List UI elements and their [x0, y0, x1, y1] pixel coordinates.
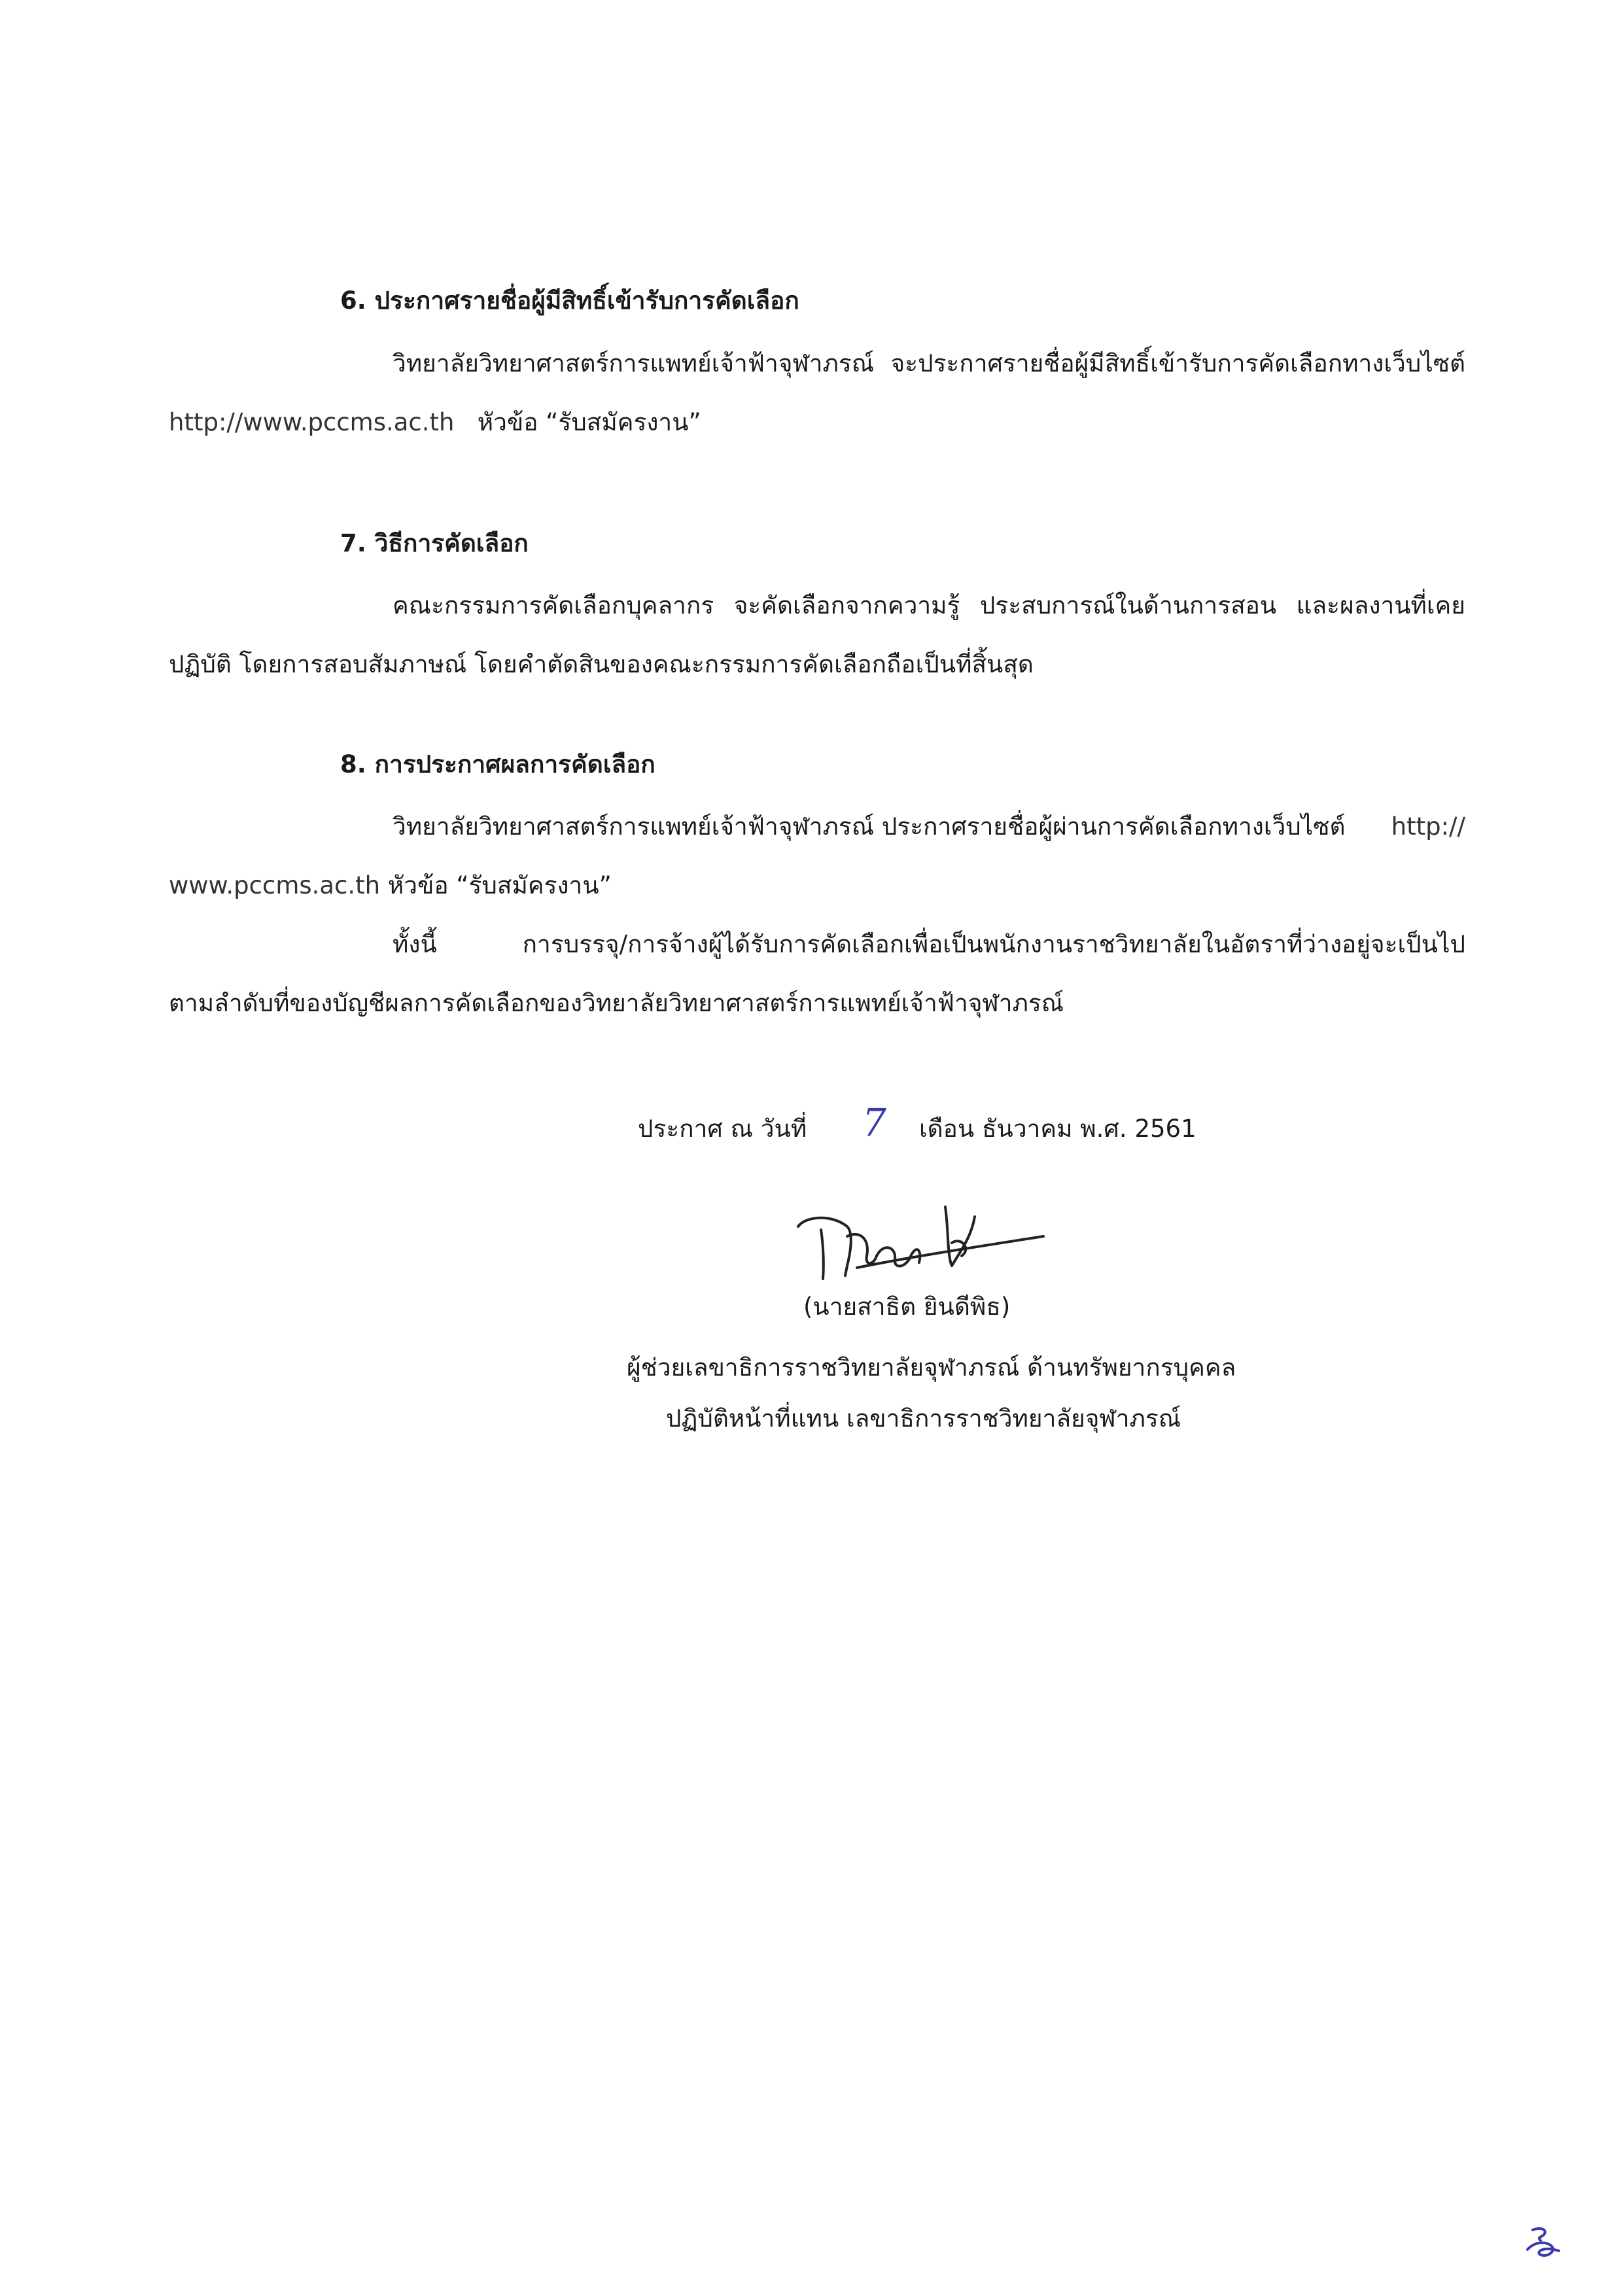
signatory-position-line-1: ผู้ช่วยเลขาธิการราชวิทยาลัยจุฬาภรณ์ ด้านทรัพยากรบุคคล: [627, 1353, 1236, 1382]
section-8-url-end: www.pccms.ac.th: [169, 871, 381, 899]
signatory-name: (นายสาธิต ยินดีพิธ): [803, 1293, 1011, 1321]
signatory-position-line-2: ปฏิบัติหน้าที่แทน เลขาธิการราชวิทยาลัยจุฬาภรณ์: [666, 1404, 1181, 1433]
section-7-paragraph-line-2: ปฏิบัติ โดยการสอบสัมภาษณ์ โดยคำตัดสินของคณะกรรมการคัดเลือกถือเป็นที่สิ้นสุด: [169, 650, 1034, 678]
section-6-paragraph-line-1: วิทยาลัยวิทยาศาสตร์การแพทย์เจ้าฟ้าจุฬาภรณ์ จะประกาศรายชื่อผู้มีสิทธิ์เข้ารับการคัดเลือกทางเว็บไซต์: [393, 349, 1465, 377]
signature-icon: [785, 1191, 1060, 1289]
section-8-note-line-2: ตามลำดับที่ของบัญชีผลการคัดเลือกของวิทยาลัยวิทยาศาสตร์การแพทย์เจ้าฟ้าจุฬาภรณ์: [169, 989, 1064, 1017]
section-6-paragraph-line-2: [169, 406, 701, 440]
announcement-date-suffix: เดือน ธันวาคม พ.ศ. 2561: [919, 1115, 1196, 1143]
announcement-day-handwritten: 7: [862, 1100, 886, 1145]
section-7-paragraph-line-1: คณะกรรมการคัดเลือกบุคลากร จะคัดเลือกจากความรู้ ประสบการณ์ในด้านการสอน และผลงานที่เคย: [393, 591, 1465, 619]
section-8-paragraph-line-1: [393, 810, 1465, 844]
corner-initial-icon: [1521, 2221, 1567, 2267]
announcement-date-prefix: ประกาศ ณ วันที่: [638, 1115, 807, 1143]
section-8-note-line-1: ทั้งนี้ การบรรจุ/การจ้างผู้ได้รับการคัดเลือกเพื่อเป็นพนักงานราชวิทยาลัยในอัตราที่ว่างอยู่จะเป็นไป: [393, 930, 1465, 958]
section-8-heading: 8. การประกาศผลการคัดเลือก: [340, 750, 655, 778]
section-6-url: http://www.pccms.ac.th: [169, 408, 455, 436]
section-8-url-start: http://: [1391, 812, 1465, 841]
section-8-paragraph-text: วิทยาลัยวิทยาศาสตร์การแพทย์เจ้าฟ้าจุฬาภรณ์ ประกาศรายชื่อผู้ผ่านการคัดเลือกทางเว็บไซต์: [393, 812, 1346, 841]
section-7-heading: 7. วิธีการคัดเลือก: [340, 529, 529, 557]
section-8-topic: หัวข้อ “รับสมัครงาน”: [387, 871, 612, 899]
section-8-paragraph-line-2: [169, 869, 612, 903]
section-6-topic: หัวข้อ “รับสมัครงาน”: [477, 408, 701, 436]
section-6-heading: 6. ประกาศรายชื่อผู้มีสิทธิ์เข้ารับการคัดเลือก: [340, 287, 799, 315]
